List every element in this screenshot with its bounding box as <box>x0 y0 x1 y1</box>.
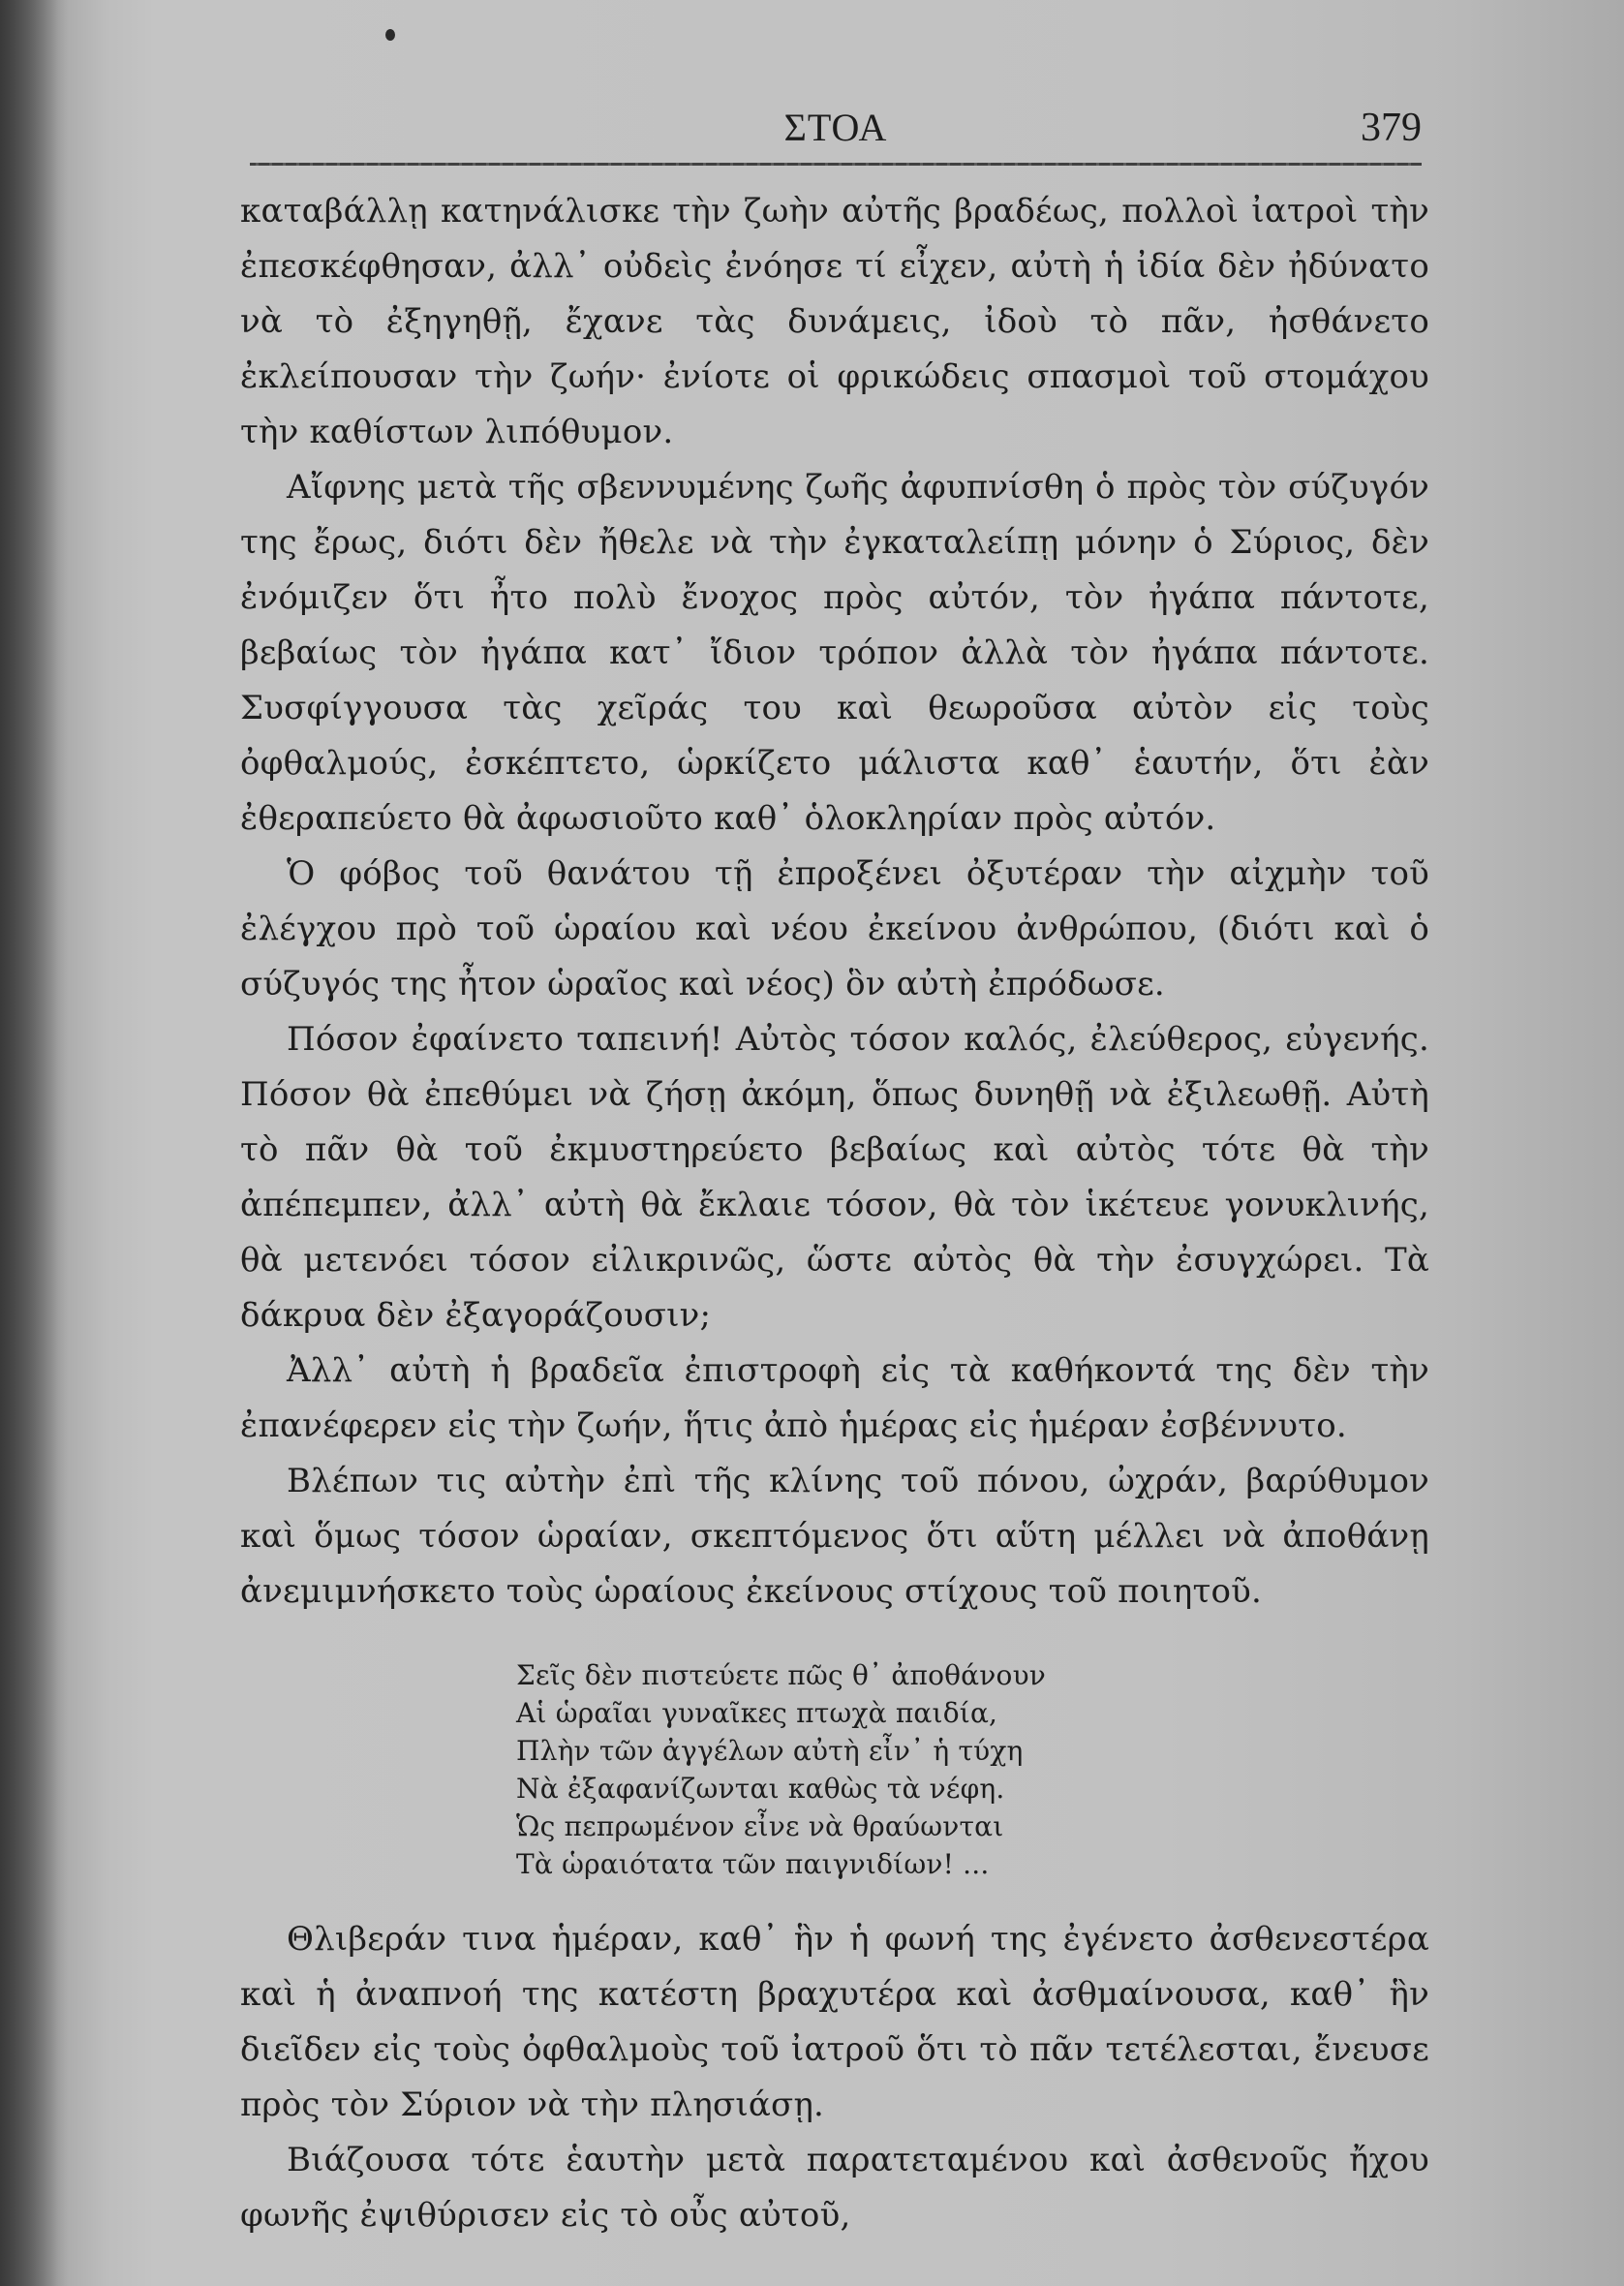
paragraph: Ἀλλ᾽ αὐτὴ ἡ βραδεῖα ἐπιστροφὴ εἰς τὰ καθήκοντά της δὲν τὴν ἐπανέφερεν εἰς τὴν ζωήν, ἥτις ἀπὸ ἡμέρας εἰς ἡμέραν ἐσβέννυτο. <box>240 1351 1429 1445</box>
book-spine-shadow <box>0 0 68 2286</box>
verse-line: Νὰ ἐξαφανίζωνται καθὼς τὰ νέφη. <box>516 1773 1005 1805</box>
paragraph: καταβάλλῃ κατηνάλισκε τὴν ζωὴν αὐτῆς βραδέως, πολλοὶ ἰατροὶ τὴν ἐπεσκέφθησαν, ἀλλ᾽ οὐδεὶς ἐνόησε τί εἶχεν, αὐτὴ ἡ ἰδία δὲν ἠδύνατο νὰ τὸ ἐξηγηθῇ, ἔχανε τὰς δυνάμεις, ἰδοὺ τὸ πᾶν, ἠσθάνετο ἐκλείπουσαν τὴν ζωήν· ἐνίοτε οἱ φρικώδεις σπασμοὶ τοῦ στομάχου τὴν καθίστων λιπόθυμον. <box>240 192 1429 451</box>
verse-line: Αἱ ὡραῖαι γυναῖκες πτωχὰ παιδία, <box>516 1697 998 1729</box>
body-text <box>240 184 1429 2243</box>
paragraph: Βλέπων τις αὐτὴν ἐπὶ τῆς κλίνης τοῦ πόνου, ὠχράν, βαρύθυμον καὶ ὅμως τόσον ὡραίαν, σκεπτόμενος ὅτι αὕτη μέλλει νὰ ἀποθάνῃ ἀνεμιμνήσκετο τοὺς ὡραίους ἐκείνους στίχους τοῦ ποιητοῦ. <box>240 1462 1429 1611</box>
header-rule <box>250 163 1422 166</box>
ink-speck <box>385 29 395 41</box>
verse-line: Πλὴν τῶν ἀγγέλων αὐτὴ εἶν᾽ ἡ τύχη <box>516 1735 1024 1767</box>
verse-line: Τὰ ὡραιότατα τῶν παιγνιδίων! ... <box>516 1848 990 1880</box>
paragraph: Πόσον ἐφαίνετο ταπεινή! Αὐτὸς τόσον καλός, ἐλεύθερος, εὐγενής. Πόσον θὰ ἐπεθύμει νὰ ζήσῃ ἀκόμη, ὅπως δυνηθῇ νὰ ἐξιλεωθῇ. Αὐτὴ τὸ πᾶν θὰ τοῦ ἐκμυστηρεύετο βεβαίως καὶ αὐτὸς τότε θὰ τὴν ἀπέπεμπεν, ἀλλ᾽ αὐτὴ θὰ ἔκλαιε τόσον, θὰ τὸν ἱκέτευε γονυκλινής, θὰ μετενόει τόσον εἰλικρινῶς, ὥστε αὐτὸς θὰ τὴν ἐσυγχώρει. Τὰ δάκρυα δὲν ἐξαγοράζουσιν; <box>240 1020 1429 1335</box>
paragraph: Ὁ φόβος τοῦ θανάτου τῇ ἐπροξένει ὀξυτέραν τὴν αἰχμὴν τοῦ ἐλέγχου πρὸ τοῦ ὡραίου καὶ νέου ἐκείνου ἀνθρώπου, (διότι καὶ ὁ σύζυγός της ἦτον ὡραῖος καὶ νέος) ὃν αὐτὴ ἐπρόδωσε. <box>240 854 1429 1004</box>
poem-quotation <box>516 1656 1429 1883</box>
page-number: 379 <box>1361 106 1422 150</box>
paragraph: Βιάζουσα τότε ἑαυτὴν μετὰ παρατεταμένου καὶ ἀσθενοῦς ἤχου φωνῆς ἐψιθύρισεν εἰς τὸ οὖς αὐτοῦ, <box>240 2141 1429 2235</box>
paragraph: Θλιβεράν τινα ἡμέραν, καθ᾽ ἣν ἡ φωνή της ἐγένετο ἀσθενεστέρα καὶ ἡ ἀναπνοή της κατέστη βραχυτέρα καὶ ἀσθμαίνουσα, καθ᾽ ἣν διεῖδεν εἰς τοὺς ὀφθαλμοὺς τοῦ ἰατροῦ ὅτι τὸ πᾶν τετέλεσται, ἔνευσε πρὸς τὸν Σύριον νὰ τὴν πλησιάσῃ. <box>240 1920 1429 2124</box>
paragraph: Αἴφνης μετὰ τῆς σβεννυμένης ζωῆς ἀφυπνίσθη ὁ πρὸς τὸν σύζυγόν της ἔρως, διότι δὲν ἤθελε νὰ τὴν ἐγκαταλείπῃ μόνην ὁ Σύριος, δὲν ἐνόμιζεν ὅτι ἦτο πολὺ ἔνοχος πρὸς αὐτόν, τὸν ἠγάπα πάντοτε, βεβαίως τὸν ἠγάπα κατ᾽ ἴδιον τρόπον ἀλλὰ τὸν ἠγάπα πάντοτε. Συσφίγγουσα τὰς χεῖράς του καὶ θεωροῦσα αὐτὸν εἰς τοὺς ὀφθαλμούς, ἐσκέπτετο, ὡρκίζετο μάλιστα καθ᾽ ἑαυτήν, ὅτι ἐὰν ἐθεραπεύετο θὰ ἀφωσιοῦτο καθ᾽ ὁλοκληρίαν πρὸς αὐτόν. <box>240 468 1429 838</box>
verse-line: Ὡς πεπρωμένον εἶνε νὰ θραύωνται <box>516 1810 1004 1842</box>
verse-line: Σεῖς δὲν πιστεύετε πῶς θ᾽ ἀποθάνουν <box>516 1659 1047 1691</box>
running-title: ΣΤΟΑ <box>783 106 888 149</box>
running-header <box>250 105 1422 163</box>
